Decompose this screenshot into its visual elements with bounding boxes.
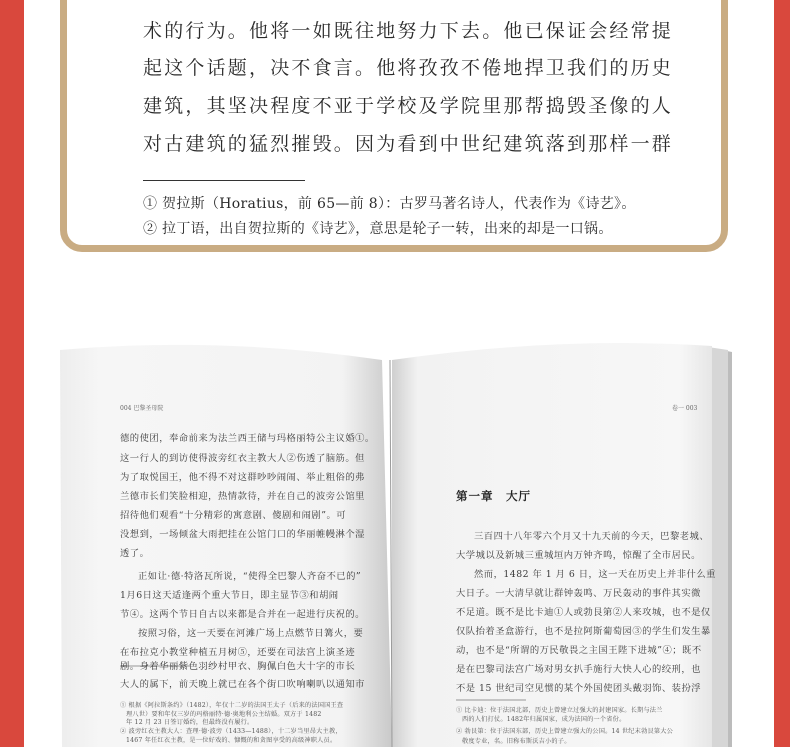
page-header-left: 004 巴黎圣母院 — [120, 405, 164, 412]
left-page-line: 招待他们观看“十分精彩的寓意剧、傻剧和闹剧”。可 — [120, 510, 347, 521]
left-footnote: ② 波旁红衣主教大人：查理·德·波旁（1433—1488），十二岁当里昂大主教， — [120, 728, 342, 735]
page-header-right: 卷一 003 — [672, 405, 698, 412]
right-page-line: 仅队抬着圣盒游行，也不是拉阿斯葡萄园③的学生们发生暴 — [456, 626, 711, 637]
right-page-line: 大日子。一大清早就让群钟轰鸣、万民轰动的事件其实微 — [456, 588, 701, 599]
left-page-line: 1月6日这天适逢两个重大节日，即主显节③和胡闹 — [120, 590, 339, 601]
right-page-line: 三百四十八年零六个月又十九天前的今天，巴黎老城、 — [474, 531, 710, 542]
right-footnote: 敬度专业，名。旧称布斯沃吉小的子。 — [462, 738, 571, 745]
excerpt-line: 对古建筑的猛烈摧毁。因为看到中世纪建筑落到那样一群 — [143, 133, 674, 155]
right-footnote: ① 比卡迪：位于法国北部，历史上曾建立过强大的封建国家。长期与法兰 — [456, 707, 663, 714]
right-footnote: 西的人们打仗。1482年归属国家，成为法国的一个省份。 — [462, 716, 626, 723]
left-page-line: 按照习俗，这一天要在河滩广场上点燃节日篝火，要 — [138, 628, 364, 639]
excerpt-line: 建筑，其坚决程度不亚于学校及学院里那帮捣毁圣像的人 — [143, 95, 674, 117]
right-page-line: 是在巴黎司法宫广场对男女扒手施行大快人心的绞刑，也 — [456, 664, 701, 675]
right-page-line: 大学城以及新城三重城垣内万钟齐鸣，惊醒了全市居民。 — [456, 550, 701, 561]
left-page-line: 正如让·德·特洛瓦所说，“使得全巴黎人齐奋不已的” — [138, 571, 362, 582]
left-page-line: 没想到，一场倾盆大雨把挂在公馆门口的华丽帷幔淋个湿 — [120, 529, 365, 540]
right-page-line: 不足道。既不是比卡迪①人或勃艮第②人来攻城，也不是仅 — [456, 607, 711, 618]
left-page-line: 剧。身着华丽紫色羽纱村甲衣、胸佩白色大十字的市长 — [120, 661, 356, 672]
left-footnote: 1467 年任红衣主教，是一位好戏的、慷慨的和贪图享受的高级神职人员。 — [126, 737, 337, 744]
right-page-line: 然而，1482 年 1 月 6 日，这一天在历史上并非什么重 — [474, 569, 716, 580]
left-page-line: 在布拉克小教堂种植五月树⑤，还要在司法宫上演圣迹 — [120, 647, 356, 658]
left-footnote: 理八世）要和年仅三岁的玛格丽特·德·奥地利公主结婚。双方于 1482 — [126, 711, 322, 718]
left-page-line: 节④。这两个节日自古以来都是合并在一起进行庆祝的。 — [120, 609, 365, 620]
left-page-line: 大人的属下，前天晚上就已在各个街口吹响喇叭以通知市 — [120, 679, 365, 690]
right-footnote: ② 勃艮第：位于法国东部，历史上曾建立强大的公国。14 世纪末勃艮第大公 — [456, 728, 674, 735]
left-page-line: 为了取悦国王，他不得不对这群吵吵闹闹、举止粗俗的弗 — [120, 472, 365, 483]
left-page-line: 这一行人的到访使得波旁红衣主教大人②伤透了脑筋。但 — [120, 453, 365, 464]
left-footnote: ① 根据《阿拉斯条约》（1482），年仅十二岁的法国王太子（后来的法国国王查 — [120, 702, 344, 709]
left-footnote: 年 12 月 23 日签订婚约，但最终没有履行。 — [126, 719, 254, 726]
chapter-title: 第一章 大厅 — [456, 489, 531, 503]
excerpt-line: 起这个话题，决不食言。他将孜孜不倦地捍卫我们的历史 — [143, 57, 674, 79]
right-page-line: 不是 15 世纪司空见惯的某个外国使团头戴羽饰、装扮浮 — [456, 683, 702, 694]
left-page-line: 透了。 — [120, 548, 150, 559]
right-page-line: 动，也不是“所谓的万民敬畏之主国王陛下进城”④；既不 — [456, 645, 702, 656]
left-page-line: 德的使团，奉命前来为法兰西王储与玛格丽特公主议婚①。 — [120, 433, 375, 444]
footnote: ① 贺拉斯（Horatius，前 65—前 8）：古罗马著名诗人，代表作为《诗艺》。 — [143, 196, 636, 212]
footnote: ② 拉丁语，出自贺拉斯的《诗艺》，意思是轮子一转，出来的却是一口锅。 — [143, 221, 613, 237]
excerpt-line: 术的行为。他将一如既往地努力下去。他已保证会经常提 — [143, 20, 674, 42]
left-page-line: 兰德市长们笑脸相迎，热情款待，并在自己的波旁公馆里 — [120, 491, 365, 502]
